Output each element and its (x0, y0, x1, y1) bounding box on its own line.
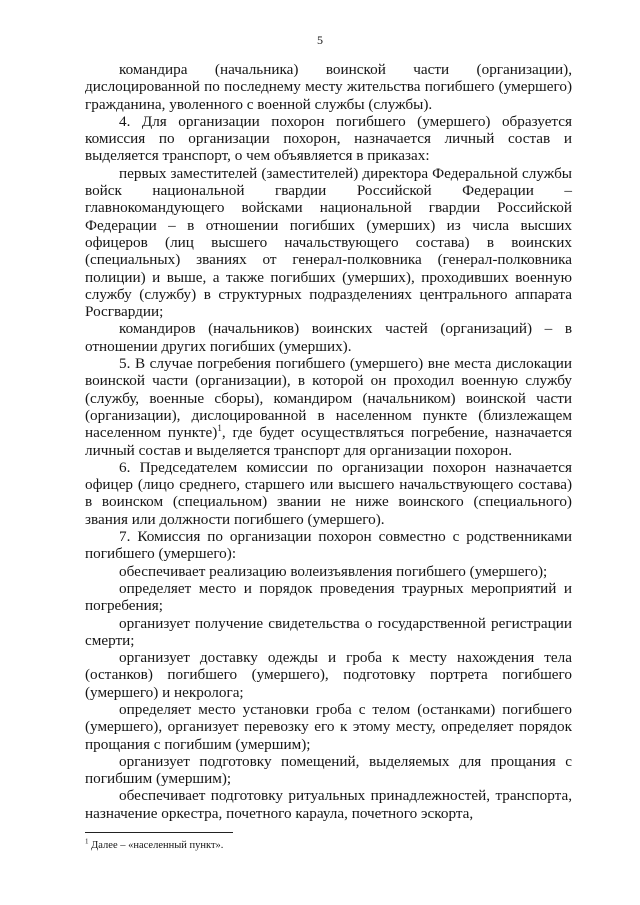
paragraph (85, 615, 572, 650)
footnote-marker: 1 (85, 837, 89, 846)
paragraph (85, 701, 572, 753)
paragraph (85, 649, 572, 701)
footnote-text: Далее – «населенный пункт». (88, 840, 224, 851)
footnote-divider (85, 832, 233, 833)
paragraph (85, 580, 572, 615)
paragraph (85, 787, 572, 822)
paragraph-text: первых заместителей (заместителей) директора Федеральной службы войск национальной гвардии Российской Федерации – главнокомандующего войсками национальной гвардии Российской Федерации – в отношении погибших (умерших) из числа высших офицеров (лиц высшего начальствующего состава) в воинских (специальных) званиях от генерал-полковника (генерал-полковника полиции) и выше, а также погибших (умерших), проходивших военную службу (службу) в структурных подразделениях центрального аппарата Росгвардии; (85, 164, 572, 321)
paragraph-text: организует доставку одежды и гроба к месту нахождения тела (останков) погибшего (умершего), подготовку портрета погибшего (умершего) и некролога; (85, 649, 572, 701)
paragraph-text: командира (начальника) воинской части (организации), дислоцированной по последнему месту жительства погибшего (умершего) гражданина, уволенного с военной службы (службы). (85, 61, 572, 113)
paragraph (85, 459, 572, 528)
paragraph (85, 320, 572, 355)
page-number: 5 (317, 33, 323, 47)
footnote-reference: 1 (217, 423, 222, 434)
paragraph (85, 753, 572, 788)
paragraph-text: 6. Председателем комиссии по организации похорон назначается офицер (лицо среднего, старшего или высшего начальствующего состава) в воинском (специальном) звании не ниже воинского (специального) звания или должности погибшего (умершего). (85, 458, 572, 528)
paragraph-text: 5. В случае погребения погибшего (умершего) вне места дислокации воинской части (организации), в которой он проходил военную службу (службу, военные сборы), командиром (начальником) воинской части (организации), дислоцированной в населенном пункте (близлежащем населенном пункте) (85, 355, 572, 442)
paragraph-text: определяет место и порядок проведения траурных мероприятий и погребения; (85, 579, 572, 615)
paragraph (85, 563, 572, 580)
paragraph-text: организует получение свидетельства о государственной регистрации смерти; (85, 614, 572, 649)
paragraph-text: определяет место установки гроба с телом (останками) погибшего (умершего), организует перевозку его к этому месту, определяет порядок прощания с погибшим (умершим); (85, 700, 572, 753)
paragraph (85, 61, 572, 113)
paragraph-text: организует подготовку помещений, выделяемых для прощания с погибшим (умершим); (85, 752, 572, 788)
footnote (85, 839, 223, 852)
paragraph-text: 4. Для организации похорон погибшего (умершего) образуется комиссия по организации похорон, назначается личный состав и выделяется транспорт, о чем объявляется в приказах: (85, 112, 572, 165)
paragraph-text: командиров (начальников) воинских частей (организаций) – в отношении других погибших (умерших). (85, 320, 572, 355)
document-body (85, 61, 572, 822)
paragraph (85, 528, 572, 563)
paragraph (85, 165, 572, 321)
paragraph-text: обеспечивает подготовку ритуальных принадлежностей, транспорта, назначение оркестра, почетного караула, почетного эскорта, (85, 787, 572, 822)
paragraph (85, 113, 572, 165)
paragraph (85, 355, 572, 459)
paragraph-text: обеспечивает реализацию волеизъявления погибшего (умершего); (119, 562, 548, 580)
paragraph-text: 7. Комиссия по организации похорон совместно с родственниками погибшего (умершего): (85, 528, 572, 563)
paragraph-text-continued: , где будет осуществляться погребение, назначается личный состав и выделяется транспорт для организации похорон. (85, 424, 572, 459)
